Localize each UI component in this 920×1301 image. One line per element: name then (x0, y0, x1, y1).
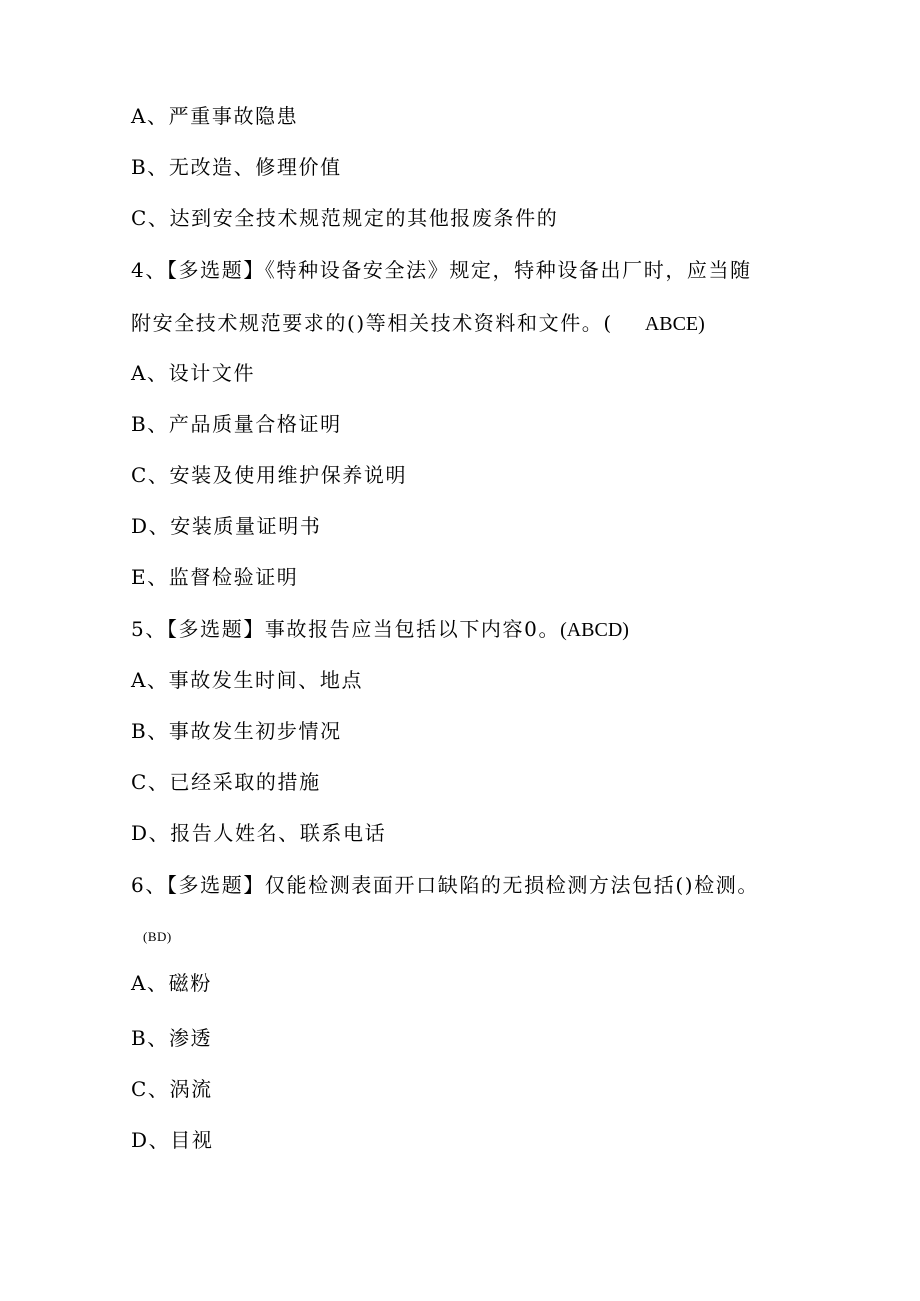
q5-answer: (ABCD) (560, 619, 629, 641)
q5-option-c: C、已经采取的措施 (131, 770, 321, 794)
q4-option-c: C、安装及使用维护保养说明 (131, 463, 408, 487)
q3-option-c: C、达到安全技术规范规定的其他报废条件的 (131, 206, 559, 230)
q6-answer: (BD) (143, 929, 172, 944)
q4-option-e: E、监督检验证明 (131, 565, 299, 589)
q3-option-a: A、严重事故隐患 (131, 104, 299, 128)
q6-option-d: D、目视 (131, 1128, 214, 1152)
q5-stem-text: 5、【多选题】事故报告应当包括以下内容0。 (131, 617, 561, 641)
q6-option-b: B、渗透 (131, 1026, 213, 1050)
q6-stem: 6、【多选题】仅能检测表面开口缺陷的无损检测方法包括()检测。 (131, 873, 759, 897)
q5-option-d: D、报告人姓名、联系电话 (131, 821, 387, 845)
q5-option-a: A、事故发生时间、地点 (131, 668, 364, 692)
q4-stem-text: 附安全技术规范要求的()等相关技术资料和文件。( (131, 311, 613, 335)
q4-stem-line-2 (131, 311, 705, 336)
q4-stem-line-1: 4、【多选题】《特种设备安全法》规定，特种设备出厂时，应当随 (131, 258, 752, 282)
q3-option-b: B、无改造、修理价值 (131, 155, 342, 179)
q4-option-d: D、安装质量证明书 (131, 514, 322, 538)
q4-option-a: A、设计文件 (131, 361, 256, 385)
q4-answer: ABCE) (644, 313, 705, 335)
q5-stem (131, 617, 629, 642)
q6-option-c: C、涡流 (131, 1077, 213, 1101)
q4-option-b: B、产品质量合格证明 (131, 412, 342, 436)
q5-option-b: B、事故发生初步情况 (131, 719, 342, 743)
q6-option-a: A、磁粉 (131, 971, 212, 995)
